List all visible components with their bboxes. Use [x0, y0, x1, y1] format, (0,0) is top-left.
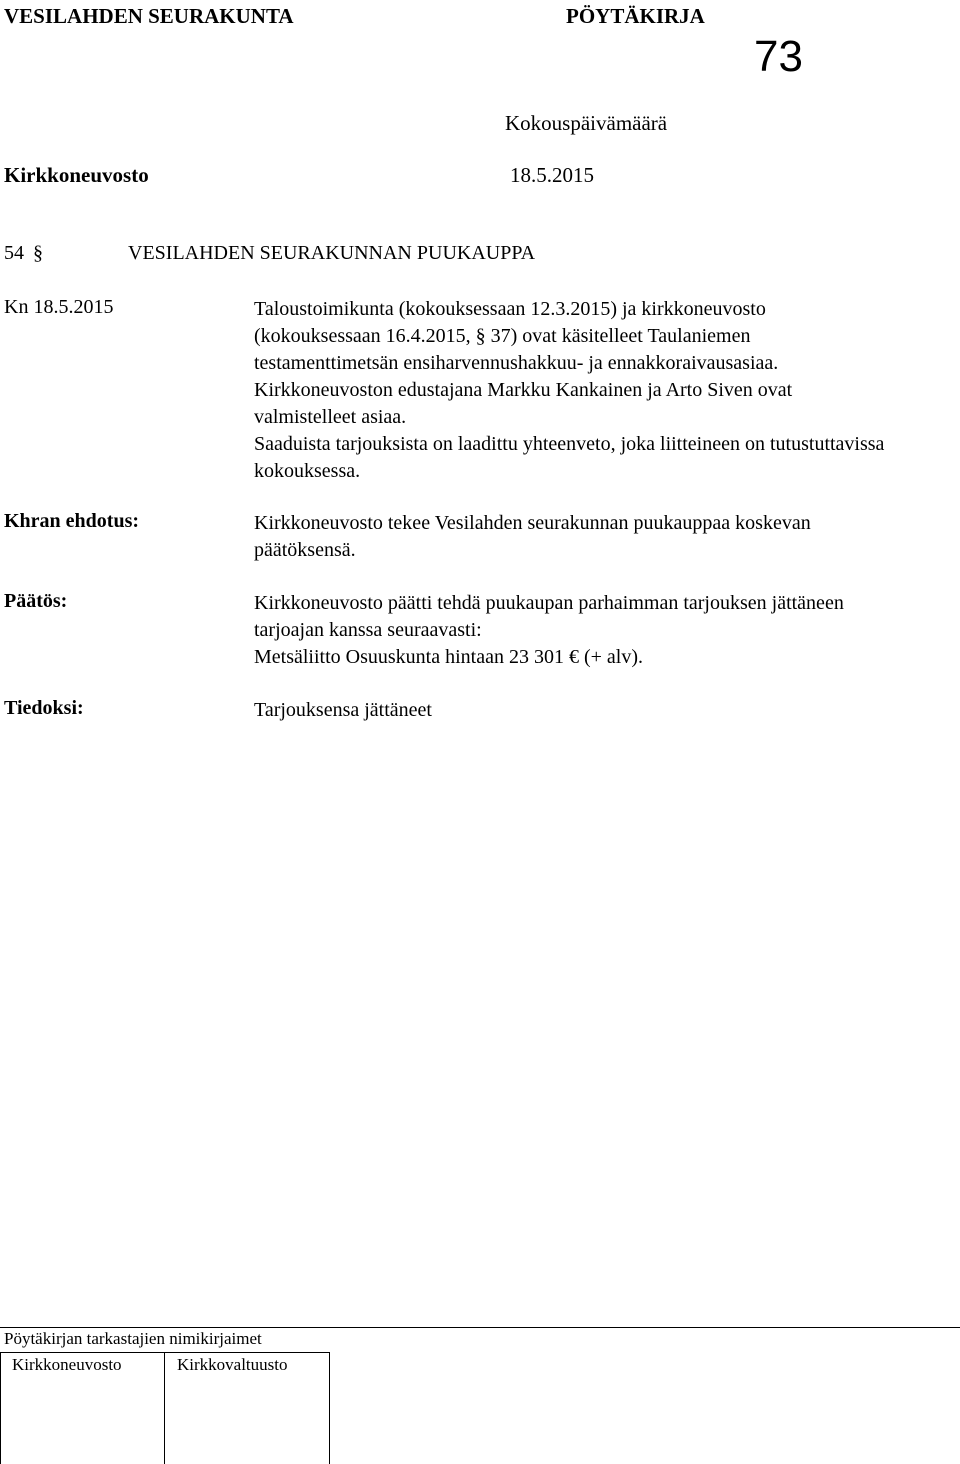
page-number: 73	[754, 32, 803, 81]
meeting-date: 18.5.2015	[510, 163, 594, 187]
item-number: 54	[4, 242, 24, 264]
notices-text: Tarjouksensa jättäneet	[254, 699, 432, 721]
document-type: PÖYTÄKIRJA	[566, 4, 705, 28]
proposal-text: Kirkkoneuvosto tekee Vesilahden seurakunnan puukauppaa koskevan päätöksensä.	[254, 512, 811, 561]
notices-label: Tiedoksi:	[4, 697, 84, 719]
footer-divider	[0, 1327, 960, 1328]
governing-body: Kirkkoneuvosto	[4, 163, 149, 187]
preparation-paragraph: Kirkkoneuvoston edustajana Markku Kankainen ja Arto Siven ovat valmistelleet asiaa.	[254, 379, 793, 428]
proposal-label: Khran ehdotus:	[4, 510, 140, 532]
organization-name: VESILAHDEN SEURAKUNTA	[4, 4, 294, 28]
decision-paragraph: Kirkkoneuvosto päätti tehdä puukaupan parhaimman tarjouksen jättäneen tarjoajan kanssa seuraavasti:	[254, 592, 844, 641]
date-label: Kokouspäivämäärä	[505, 111, 668, 135]
decision-label: Päätös:	[4, 590, 68, 612]
preparation-text	[254, 296, 894, 485]
signature-column-label: Kirkkoneuvosto	[12, 1355, 122, 1374]
footer-title: Pöytäkirjan tarkastajien nimikirjaimet	[4, 1329, 262, 1348]
item-title: VESILAHDEN SEURAKUNNAN PUUKAUPPA	[128, 242, 536, 264]
signature-column-label: Kirkkovaltuusto	[177, 1355, 288, 1374]
decision-detail: Metsäliitto Osuuskunta hintaan 23 301 € (+ alv).	[254, 646, 644, 668]
signature-box-divider	[164, 1352, 165, 1464]
preparation-label: Kn 18.5.2015	[4, 296, 114, 318]
preparation-paragraph: Saaduista tarjouksista on laadittu yhteenveto, joka liitteineen on tutustuttavissa kokouksessa.	[254, 433, 885, 482]
section-sign: §	[33, 242, 43, 264]
preparation-paragraph: Taloustoimikunta (kokouksessaan 12.3.2015) ja kirkkoneuvosto (kokouksessaan 16.4.2015, § 37) ovat käsitelleet Taulaniemen testamenttimetsän ensiharvennushakkuu- ja ennakkoraivausasiaa.	[254, 298, 779, 374]
decision-text	[254, 590, 894, 671]
